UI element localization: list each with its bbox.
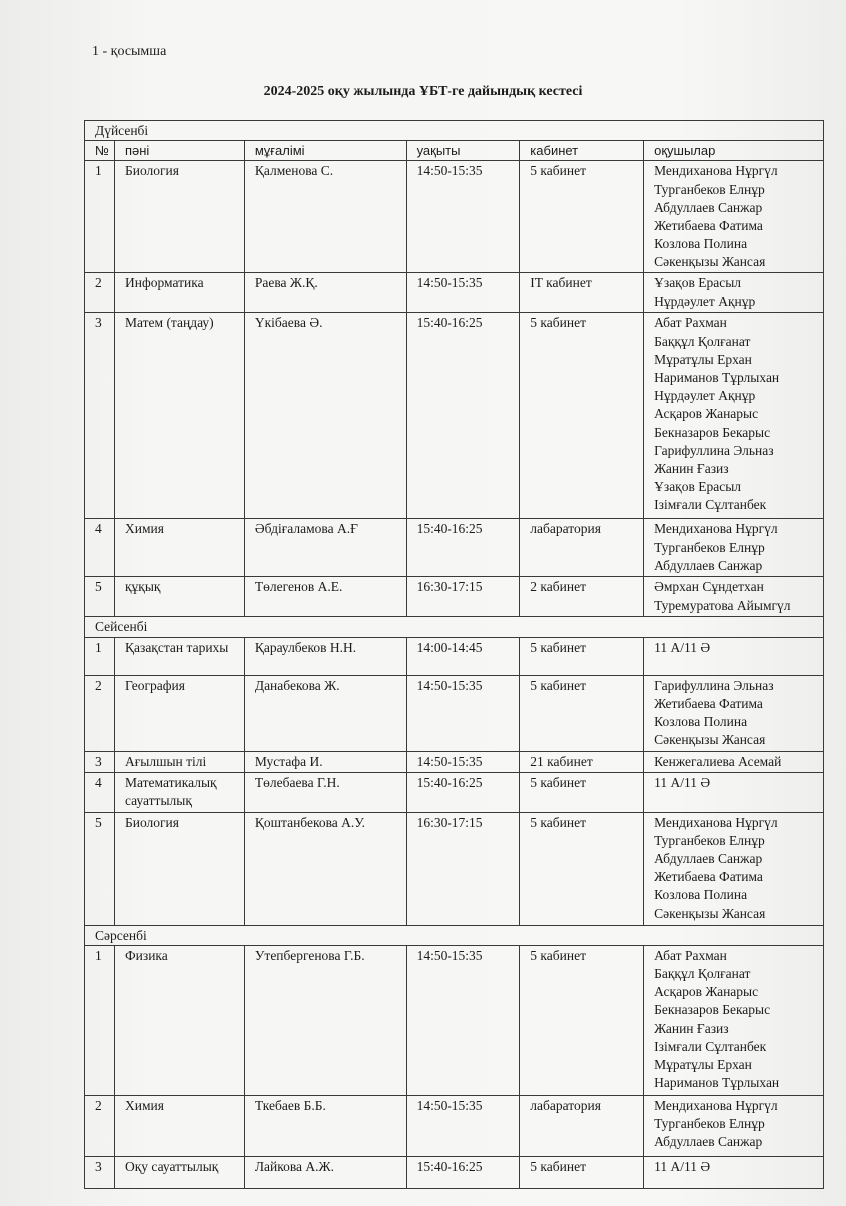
student-name: Мұратұлы Ерхан	[654, 1057, 752, 1073]
column-headers	[85, 141, 824, 161]
table-row	[85, 751, 824, 772]
students-cell	[644, 675, 824, 751]
student-name: 11 А/11 Ә	[654, 1158, 711, 1174]
room-cell: 5 кабинет	[520, 812, 644, 925]
room-cell: 21 кабинет	[520, 751, 644, 772]
students-cell	[644, 577, 824, 617]
row-number: 2	[85, 1095, 115, 1156]
students-cell	[644, 1156, 824, 1188]
teacher-cell: Лайкова А.Ж.	[244, 1156, 406, 1188]
students-cell	[644, 519, 824, 577]
student-name: Бекназаров Бекарыс	[654, 1002, 771, 1018]
student-name: Турганбеков Елнұр	[654, 539, 765, 555]
schedule-table	[84, 120, 824, 1189]
student-name: Гарифуллина Эльназ	[654, 677, 774, 693]
student-name: Кенжегалиева Асемай	[654, 753, 782, 769]
table-row	[85, 812, 824, 925]
student-name: Нұрдәулет Ақнұр	[654, 293, 756, 309]
student-name: Мендиханова Нұргүл	[654, 814, 778, 830]
subject-cell: Химия	[114, 519, 244, 577]
student-name: Мендиханова Нұргүл	[654, 1097, 778, 1113]
subject-cell: Биология	[114, 812, 244, 925]
room-cell: 5 кабинет	[520, 637, 644, 675]
table-row	[85, 772, 824, 812]
teacher-cell: Ткебаев Б.Б.	[244, 1095, 406, 1156]
appendix-label: 1 - қосымша	[92, 44, 167, 59]
teacher-cell: Қараулбеков Н.Н.	[244, 637, 406, 675]
student-name: Туремуратова Айымгүл	[654, 597, 791, 613]
row-number: 4	[85, 772, 115, 812]
student-name: Ізімғали Сұлтанбек	[654, 497, 767, 513]
student-name: Нариманов Тұрлыхан	[654, 370, 780, 386]
row-number: 5	[85, 577, 115, 617]
student-name: 11 А/11 Ә	[654, 639, 711, 655]
student-name: Ізімғали Сұлтанбек	[654, 1038, 767, 1054]
subject-cell: Информатика	[114, 273, 244, 313]
teacher-cell: Әбдіғаламова А.Ғ	[244, 519, 406, 577]
student-name: Асқаров Жанарыс	[654, 984, 759, 1000]
table-row	[85, 313, 824, 519]
students-cell	[644, 1095, 824, 1156]
time-cell: 14:50-15:35	[406, 1095, 520, 1156]
table-row	[85, 273, 824, 313]
time-cell: 16:30-17:15	[406, 577, 520, 617]
table-row	[85, 675, 824, 751]
room-cell: лабаратория	[520, 1095, 644, 1156]
student-name: Абдуллаев Санжар	[654, 1134, 763, 1150]
row-number: 3	[85, 1156, 115, 1188]
time-cell: 14:50-15:35	[406, 161, 520, 273]
room-cell: 5 кабинет	[520, 313, 644, 519]
room-cell: 2 кабинет	[520, 577, 644, 617]
subject-cell: құқық	[114, 577, 244, 617]
time-cell: 14:50-15:35	[406, 273, 520, 313]
student-name: Мендиханова Нұргүл	[654, 163, 778, 179]
header-time: уақыты	[406, 141, 520, 161]
student-name: Сәкенқызы Жансая	[654, 254, 766, 270]
time-cell: 14:00-14:45	[406, 637, 520, 675]
teacher-cell: Данабекова Ж.	[244, 675, 406, 751]
students-cell	[644, 945, 824, 1095]
time-cell: 15:40-16:25	[406, 313, 520, 519]
students-cell	[644, 273, 824, 313]
students-cell	[644, 637, 824, 675]
student-name: Турганбеков Елнұр	[654, 832, 765, 848]
student-name: Сәкенқызы Жансая	[654, 905, 766, 921]
day-header-2: Сейсенбі	[85, 617, 824, 637]
student-name: 11 А/11 Ә	[654, 774, 711, 790]
students-cell	[644, 751, 824, 772]
time-cell: 14:50-15:35	[406, 675, 520, 751]
subject-cell: География	[114, 675, 244, 751]
day-header-3: Сәрсенбі	[85, 925, 824, 945]
teacher-cell: Қалменова С.	[244, 161, 406, 273]
teacher-cell: Раева Ж.Қ.	[244, 273, 406, 313]
teacher-cell: Төлегенов А.Е.	[244, 577, 406, 617]
student-name: Абдуллаев Санжар	[654, 199, 763, 215]
room-cell: 5 кабинет	[520, 161, 644, 273]
row-number: 5	[85, 812, 115, 925]
student-name: Жетибаева Фатима	[654, 695, 763, 711]
subject-cell: Биология	[114, 161, 244, 273]
room-cell: 5 кабинет	[520, 1156, 644, 1188]
header-teacher: мұғалімі	[244, 141, 406, 161]
table-row	[85, 161, 824, 273]
time-cell: 14:50-15:35	[406, 751, 520, 772]
table-row	[85, 637, 824, 675]
header-room: кабинет	[520, 141, 644, 161]
subject-cell: Физика	[114, 945, 244, 1095]
table-row	[85, 1095, 824, 1156]
subject-cell: Ағылшын тілі	[114, 751, 244, 772]
student-name: Абдуллаев Санжар	[654, 851, 763, 867]
student-name: Бекназаров Бекарыс	[654, 424, 771, 440]
page-title: 2024-2025 оқу жылында ҰБТ-ге дайындық кестесі	[263, 84, 583, 99]
student-name: Гарифуллина Эльназ	[654, 442, 774, 458]
students-cell	[644, 161, 824, 273]
time-cell: 15:40-16:25	[406, 772, 520, 812]
room-cell: IT кабинет	[520, 273, 644, 313]
table-row	[85, 519, 824, 577]
student-name: Жетибаева Фатима	[654, 869, 763, 885]
student-name: Абат Рахман	[654, 947, 727, 963]
time-cell: 14:50-15:35	[406, 945, 520, 1095]
student-name: Нұрдәулет Ақнұр	[654, 388, 756, 404]
subject-cell: Оқу сауаттылық	[114, 1156, 244, 1188]
row-number: 2	[85, 675, 115, 751]
student-name: Жанин Ғазиз	[654, 1020, 729, 1036]
student-name: Әмрхан Сұндетхан	[654, 579, 764, 595]
students-cell	[644, 772, 824, 812]
student-name: Турганбеков Елнұр	[654, 181, 765, 197]
student-name: Ұзақов Ерасыл	[654, 275, 742, 291]
teacher-cell: Үкібаева Ә.	[244, 313, 406, 519]
student-name: Баққұл Қолғанат	[654, 333, 751, 349]
student-name: Баққұл Қолғанат	[654, 966, 751, 982]
student-name: Жанин Ғазиз	[654, 461, 729, 477]
row-number: 1	[85, 637, 115, 675]
time-cell: 15:40-16:25	[406, 1156, 520, 1188]
header-subject: пәні	[114, 141, 244, 161]
teacher-cell: Төлебаева Г.Н.	[244, 772, 406, 812]
row-number: 3	[85, 751, 115, 772]
time-cell: 15:40-16:25	[406, 519, 520, 577]
student-name: Нариманов Тұрлыхан	[654, 1075, 780, 1091]
subject-cell: Қазақстан тарихы	[114, 637, 244, 675]
student-name: Козлова Полина	[654, 236, 748, 252]
day-header-1: Дүйсенбі	[85, 121, 824, 141]
teacher-cell: Мустафа И.	[244, 751, 406, 772]
table-row	[85, 577, 824, 617]
room-cell: 5 кабинет	[520, 945, 644, 1095]
subject-cell: Химия	[114, 1095, 244, 1156]
row-number: 3	[85, 313, 115, 519]
student-name: Турганбеков Елнұр	[654, 1116, 765, 1132]
header-num: №	[85, 141, 115, 161]
student-name: Козлова Полина	[654, 714, 748, 730]
row-number: 4	[85, 519, 115, 577]
student-name: Абат Рахман	[654, 315, 727, 331]
room-cell: лабаратория	[520, 519, 644, 577]
student-name: Мұратұлы Ерхан	[654, 351, 752, 367]
student-name: Сәкенқызы Жансая	[654, 732, 766, 748]
teacher-cell: Утепбергенова Г.Б.	[244, 945, 406, 1095]
students-cell	[644, 313, 824, 519]
row-number: 2	[85, 273, 115, 313]
table-row	[85, 945, 824, 1095]
row-number: 1	[85, 945, 115, 1095]
student-name: Жетибаева Фатима	[654, 218, 763, 234]
row-number: 1	[85, 161, 115, 273]
teacher-cell: Қоштанбекова А.У.	[244, 812, 406, 925]
student-name: Асқаров Жанарыс	[654, 406, 759, 422]
room-cell: 5 кабинет	[520, 675, 644, 751]
table-row	[85, 1156, 824, 1188]
student-name: Ұзақов Ерасыл	[654, 479, 742, 495]
subject-cell: Математикалық сауаттылық	[114, 772, 244, 812]
students-cell	[644, 812, 824, 925]
header-students: оқушылар	[644, 141, 824, 161]
student-name: Абдуллаев Санжар	[654, 557, 763, 573]
time-cell: 16:30-17:15	[406, 812, 520, 925]
room-cell: 5 кабинет	[520, 772, 644, 812]
student-name: Козлова Полина	[654, 887, 748, 903]
subject-cell: Матем (таңдау)	[114, 313, 244, 519]
student-name: Мендиханова Нұргүл	[654, 521, 778, 537]
